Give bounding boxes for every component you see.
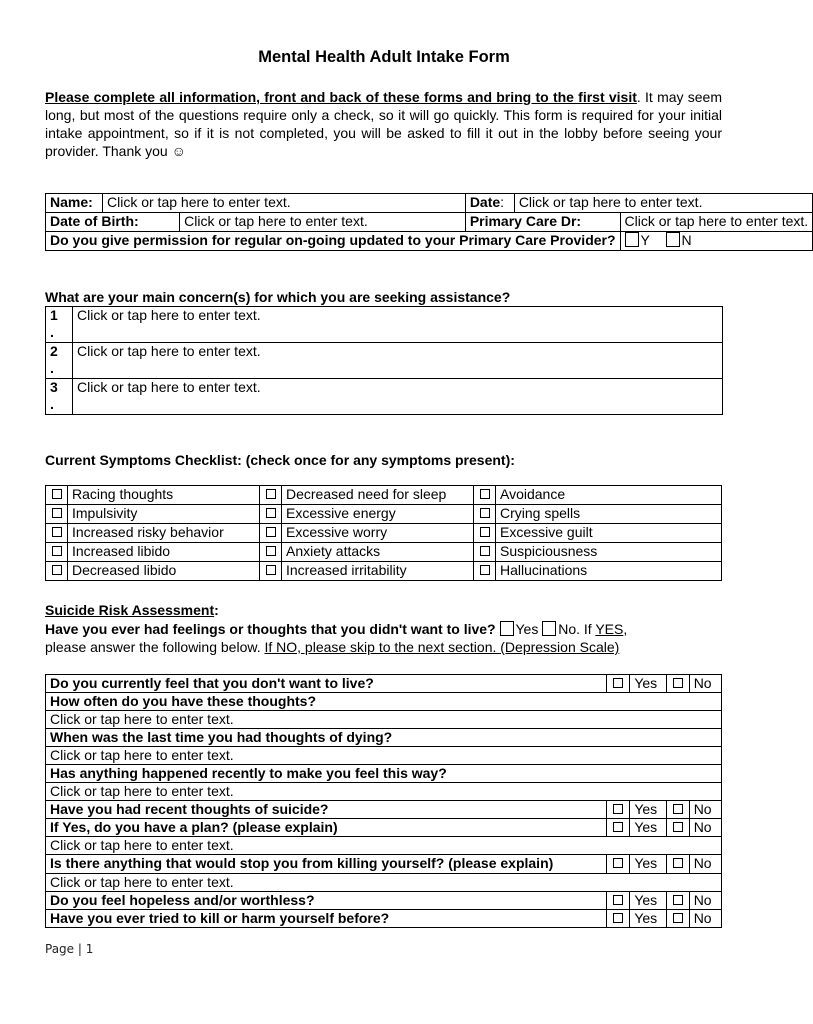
suicide-yes-checkbox[interactable]: [500, 621, 514, 636]
concern-2-field[interactable]: Click or tap here to enter text.: [73, 343, 723, 379]
symptom-label: Excessive guilt: [496, 524, 722, 543]
no-label: No: [689, 819, 721, 837]
page-footer: Page | 1: [45, 942, 94, 956]
q7-answer-field[interactable]: Click or tap here to enter text.: [46, 874, 722, 892]
symptom-label: Decreased libido: [68, 562, 260, 581]
no-label: No: [689, 801, 721, 819]
name-label: Name:: [46, 194, 103, 213]
symptom-checkbox[interactable]: [480, 489, 490, 499]
yes-checkbox[interactable]: [613, 678, 623, 688]
symptoms-heading: Current Symptoms Checklist: (check once for any symptoms present):: [45, 452, 515, 468]
q4-answer-field[interactable]: Click or tap here to enter text.: [46, 783, 722, 801]
symptom-checkbox[interactable]: [266, 527, 276, 537]
intro-text: . It may seem long, but most of the questions require only a check, so it will go quickly. This form is required for your initial intake appointment, so if it is not completed, you will be asked to fill it out in the lobby before seeing your provider. Thank you ☺: [45, 89, 722, 159]
symptom-label: Crying spells: [496, 505, 722, 524]
no-checkbox[interactable]: [673, 678, 683, 688]
symptom-checkbox[interactable]: [266, 546, 276, 556]
symptom-label: Increased libido: [68, 543, 260, 562]
permission-question: Do you give permission for regular on-going updated to your Primary Care Provider?: [46, 232, 621, 251]
symptom-label: Anxiety attacks: [282, 543, 474, 562]
symptom-label: Excessive energy: [282, 505, 474, 524]
yes-label: Yes: [630, 819, 666, 837]
symptom-checkbox[interactable]: [480, 565, 490, 575]
symptom-label: Excessive worry: [282, 524, 474, 543]
symptom-checkbox[interactable]: [52, 565, 62, 575]
suicide-no-label: No. If: [558, 621, 592, 637]
concern-number: 1 .: [46, 307, 73, 343]
symptom-label: Increased irritability: [282, 562, 474, 581]
yes-checkbox[interactable]: [613, 858, 623, 868]
no-checkbox[interactable]: [673, 822, 683, 832]
q6-answer-field[interactable]: Click or tap here to enter text.: [46, 837, 722, 855]
suicide-q6: If Yes, do you have a plan? (please explain): [46, 819, 607, 837]
symptoms-table: [45, 485, 722, 581]
suicide-intro: Have you ever had feelings or thoughts that you didn't want to live? Yes No. If YES, please answer the following below. If NO, please skip to the next section. (Depression Scale): [45, 621, 628, 655]
symptom-label: Decreased need for sleep: [282, 486, 474, 505]
suicide-q2: How often do you have these thoughts?: [46, 693, 722, 711]
concern-3-field[interactable]: Click or tap here to enter text.: [73, 379, 723, 415]
yes-label: Yes: [630, 801, 666, 819]
suicide-no-checkbox[interactable]: [542, 621, 556, 636]
suicide-q1: Do you currently feel that you don't want to live?: [46, 675, 607, 693]
concern-1-field[interactable]: Click or tap here to enter text.: [73, 307, 723, 343]
yes-label: Yes: [630, 675, 666, 693]
no-label: No: [689, 910, 721, 928]
no-checkbox[interactable]: [673, 804, 683, 814]
yes-checkbox[interactable]: [613, 822, 623, 832]
suicide-q3: When was the last time you had thoughts of dying?: [46, 729, 722, 747]
permission-yes-label: Y: [640, 232, 650, 248]
concern-number: 2 .: [46, 343, 73, 379]
no-label: No: [689, 675, 721, 693]
permission-no-label: N: [681, 232, 692, 248]
symptom-checkbox[interactable]: [52, 546, 62, 556]
q3-answer-field[interactable]: Click or tap here to enter text.: [46, 747, 722, 765]
no-checkbox[interactable]: [673, 858, 683, 868]
symptom-checkbox[interactable]: [52, 508, 62, 518]
suicide-yes-label: Yes: [515, 621, 539, 637]
no-label: No: [689, 855, 721, 874]
suicide-q9: Have you ever tried to kill or harm yourself before?: [46, 910, 607, 928]
symptom-checkbox[interactable]: [266, 489, 276, 499]
no-label: No: [689, 892, 721, 910]
concerns-heading: What are your main concern(s) for which you are seeking assistance?: [45, 289, 511, 305]
concern-number: 3 .: [46, 379, 73, 415]
date-field[interactable]: Click or tap here to enter text.: [514, 194, 812, 213]
symptom-checkbox[interactable]: [52, 489, 62, 499]
symptom-checkbox[interactable]: [480, 546, 490, 556]
date-label: Date:: [465, 194, 514, 213]
intro-instruction: Please complete all information, front and back of these forms and bring to the first visit: [45, 89, 637, 105]
symptom-label: Impulsivity: [68, 505, 260, 524]
symptom-label: Racing thoughts: [68, 486, 260, 505]
no-checkbox[interactable]: [673, 913, 683, 923]
suicide-q7: Is there anything that would stop you from killing yourself? (please explain): [46, 855, 607, 874]
symptom-label: Hallucinations: [496, 562, 722, 581]
permission-options: [620, 232, 813, 251]
pcp-label: Primary Care Dr:: [465, 213, 620, 232]
no-checkbox[interactable]: [673, 895, 683, 905]
suicide-q4: Has anything happened recently to make you feel this way?: [46, 765, 722, 783]
yes-checkbox[interactable]: [613, 895, 623, 905]
symptom-label: Suspiciousness: [496, 543, 722, 562]
intro-paragraph: [45, 88, 722, 160]
skip-note: If NO, please skip to the next section. (Depression Scale): [264, 639, 620, 655]
suicide-q5: Have you had recent thoughts of suicide?: [46, 801, 607, 819]
patient-info-table: [45, 193, 813, 251]
suicide-table: [45, 674, 722, 928]
suicide-instruction: please answer the following below.: [45, 639, 261, 655]
symptom-checkbox[interactable]: [266, 508, 276, 518]
yes-label: Yes: [630, 855, 666, 874]
permission-yes-checkbox[interactable]: [625, 232, 639, 247]
symptom-label: Avoidance: [496, 486, 722, 505]
suicide-question: Have you ever had feelings or thoughts that you didn't want to live?: [45, 621, 496, 637]
symptom-checkbox[interactable]: [480, 508, 490, 518]
yes-label: Yes: [630, 892, 666, 910]
permission-no-checkbox[interactable]: [666, 232, 680, 247]
pcp-field[interactable]: Click or tap here to enter text.: [620, 213, 813, 232]
symptom-checkbox[interactable]: [52, 527, 62, 537]
q2-answer-field[interactable]: Click or tap here to enter text.: [46, 711, 722, 729]
dob-field[interactable]: Click or tap here to enter text.: [180, 213, 466, 232]
dob-label: Date of Birth:: [46, 213, 180, 232]
symptom-checkbox[interactable]: [266, 565, 276, 575]
suicide-q8: Do you feel hopeless and/or worthless?: [46, 892, 607, 910]
symptom-label: Increased risky behavior: [68, 524, 260, 543]
yes-checkbox[interactable]: [613, 804, 623, 814]
concerns-table: [45, 306, 723, 415]
name-field[interactable]: Click or tap here to enter text.: [103, 194, 466, 213]
yes-label: Yes: [630, 910, 666, 928]
symptom-checkbox[interactable]: [480, 527, 490, 537]
form-title: Mental Health Adult Intake Form: [258, 48, 510, 66]
yes-checkbox[interactable]: [613, 913, 623, 923]
suicide-heading: Suicide Risk Assessment:: [45, 602, 219, 618]
